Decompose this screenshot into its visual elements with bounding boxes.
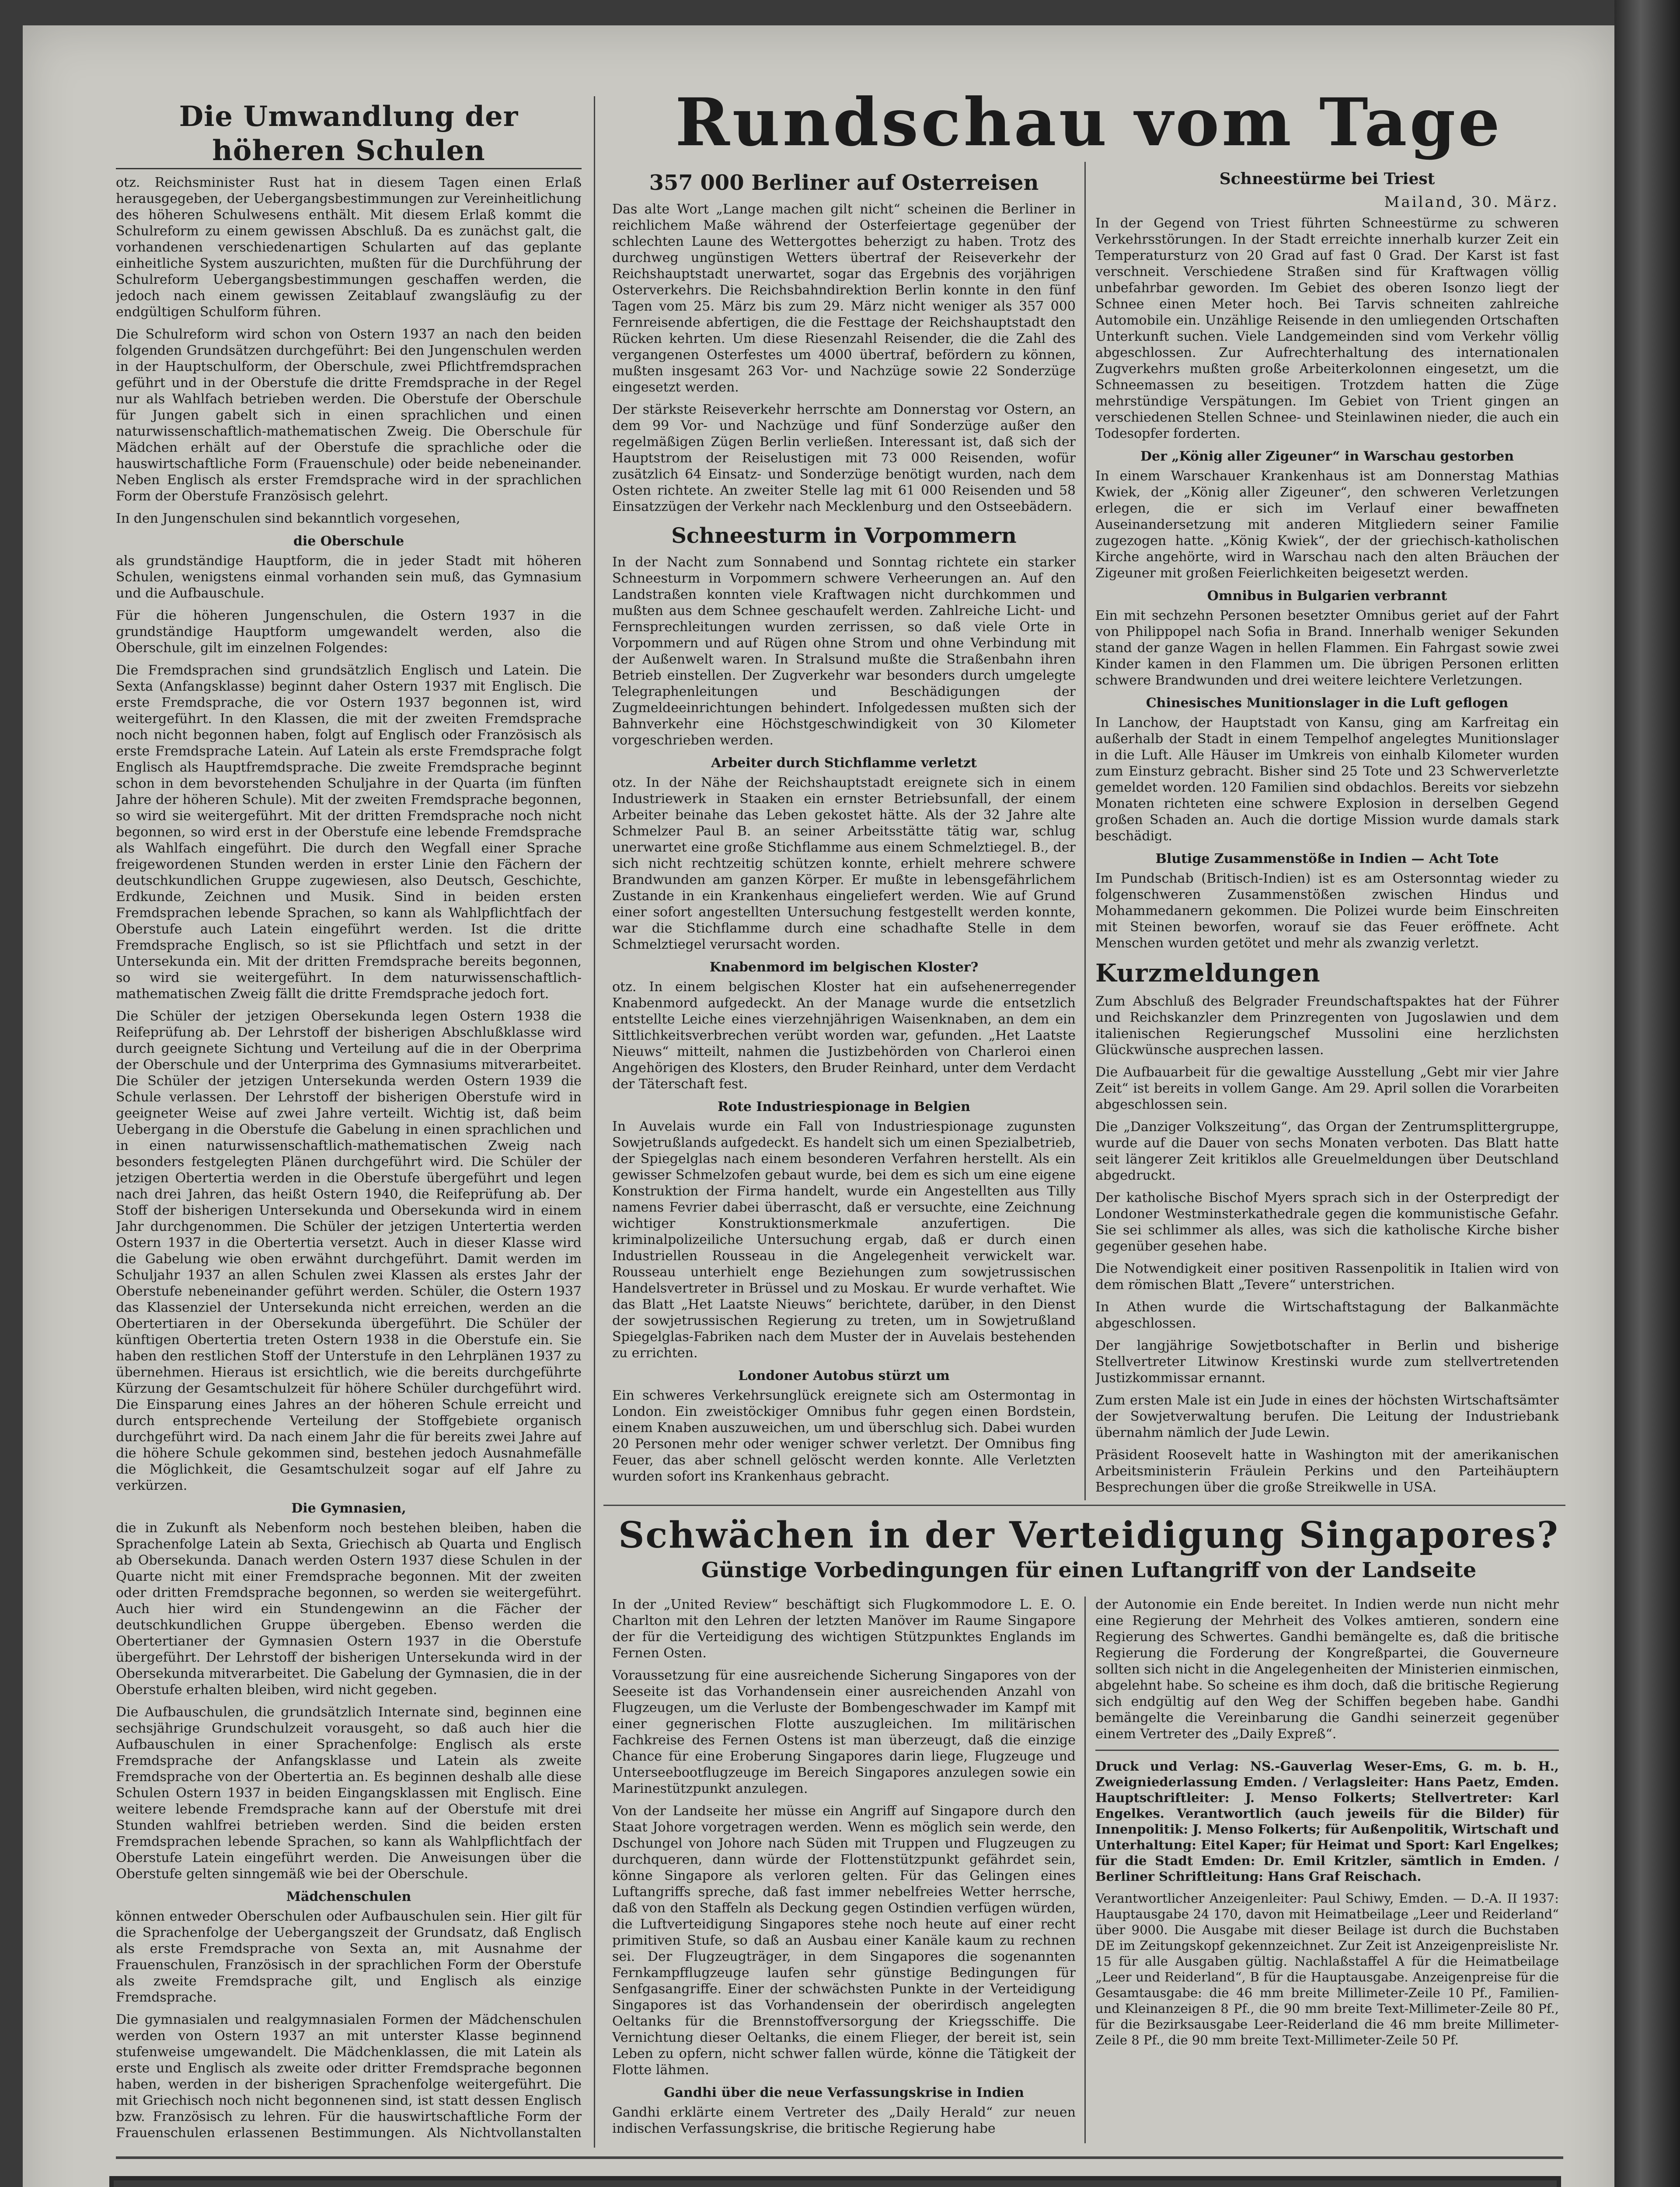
subheading: Die Gymnasien, [291, 1501, 406, 1516]
ad-rule [116, 2156, 1563, 2159]
imprint-publisher: Druck und Verlag: NS.-Gauverlag Weser-Ems, G. m. b. H., Zweigniederlassung Emden. / Verlagsleiter: Hans Paetz, Emden. Hauptschriftleiter: J. Menso Folkerts; Stellvertreter: Karl Engelkes. Verantwortlich (auch jeweils für die Bilder) für Innenpolitik: J. Menso Folkerts; für Außenpolitik, Wirtschaft und Unterhaltung: Eitel Kaper; für Heimat und Sport: Karl Engelkes; für die Stadt Emden: Dr. Emil Kritzler, sämtlich in Emden. / Berliner Schriftleitung: Hans Graf Reischach. [1095, 1759, 1559, 1884]
paragraph: In Lanchow, der Hauptstadt von Kansu, ging am Karfreitag ein außerhalb der Stadt in einem Tempelhof angelegtes Munitionslager in die Luft. Alle Häuser im Umkreis von einhalb Kilometer wurden zum Einsturz gebracht. Bisher sind 25 Tote und 23 Schwerverletzte gemeldet worden. 120 Familien sind obdachlos. Bereits vor siebzehn Monaten richteten eine schwere Explosion in derselben Gegend großen Schaden an. Auch die dortige Mission wurde damals stark beschädigt. [1095, 715, 1559, 844]
paragraph: In einem Warschauer Krankenhaus ist am Donnerstag Mathias Kwiek, der „König aller Zigeuner“, den schweren Verletzungen erlegen, die er sich im Verlauf einer bewaffneten Auseinandersetzung mit anderen Mitgliedern seiner Familie zugezogen hatte. „König Kwiek“, der der griechisch-katholischen Kirche angehörte, wird in Warschau nach den alten Bräuchen der Zigeuner mit großen Feierlichkeiten beigesetzt werden. [1095, 468, 1559, 581]
paragraph: der Autonomie ein Ende bereitet. In Indien werde nun nicht mehr eine Regierung der Mehrheit des Volkes amtieren, sondern eine Regierung des Schwertes. Gandhi bemängelte es, daß die britische Regierung die Forderung der Kongreßpartei, die Gouverneure sollten sich nicht in die Angelegenheiten der Ministerien einmischen, abgelehnt habe. So scheine es ihm doch, daß die britische Regierung sich endgültig auf den Weg der Schiffen begeben habe. Gandhi bemängelte die Vereinbarung die Gandhi seinerzeit gegenüber einem Vertreter des „Daily Expreß“. [1095, 1597, 1559, 1741]
column-rule [594, 96, 595, 2148]
paragraph: otz. Reichsminister Rust hat in diesem Tagen einen Erlaß herausgegeben, der Uebergangsbestimmungen zur Vereinheitlichung des höheren Schulwesens enthält. Mit diesem Erlaß kommt die Schulreform zu einem gewissen Abschluß. Da es zunächst galt, die vorhandenen verschiedenartigen Schularten auf das geplante einheitliche System auszurichten, mußten für die Durchführung der Schulreform Uebergangsbestimmungen geschaffen werden, die jedoch nach einem gewissen Zeitablauf zwangsläufig zu der endgültigen Schulform führen. [116, 175, 582, 320]
article-headline: Schneesturm in Vorpommern [671, 524, 1017, 548]
article-headline: Rote Industriespionage in Belgien [718, 1099, 970, 1114]
imprint [1095, 1758, 1559, 2143]
paragraph: Präsident Roosevelt hatte in Washington mit der amerikanischen Arbeitsministerin Fräulein Perkins und den Parteihäuptern Besprechungen über die große Streikwelle in USA. [1095, 1447, 1559, 1495]
paragraph: die in Zukunft als Nebenform noch bestehen bleiben, haben die Sprachenfolge Latein ab Sexta, Griechisch ab Quarta und Englisch ab Obersekunda. Danach werden Ostern 1937 diese Schulen in der Quarte nicht mit einer Fremdsprache begonnen. Mit der zweiten oder dritten Fremdsprache begonnen, so werden sie weitergeführt. Auch hier wird ein Stundengewinn an die Fächer der deutschkundlichen Gruppe übergeben. Ebenso werden die Obertertianer der Gymnasien Ostern 1937 in die Oberstufe übergeführt. Der Lehrstoff der bisherigen Untersekunda wird in der Obersekunda mitverarbeitet. Die Gabelung der Gymnasien, die in der Oberstufe erhalten bleiben, wird nicht gegeben. [116, 1520, 582, 1698]
paragraph: Die Schulreform wird schon von Ostern 1937 an nach den beiden folgenden Grundsätzen durchgeführt: Bei den Jungenschulen werden in der Hauptschulform, der Oberschule, zwei Pflichtfremdsprachen geführt und in der Oberstufe die dritte Fremdsprache in der Regel nur als Wahlfach betrieben werden. Die Oberstufe der Oberschule für Jungen gabelt sich in einen sprachlichen und einen naturwissenschaftlich-mathematischen Zweig. Die Oberschule für Mädchen erhält auf der Oberstufe die sprachliche oder die hauswirtschaftliche Form (Frauenschule) oder beide nebeneinander. Neben Englisch als erster Fremdsprache wird in der sprachlichen Form der Oberstufe Französisch gelehrt. [116, 327, 582, 504]
paragraph: otz. In einem belgischen Kloster hat ein aufsehenerregender Knabenmord aufgedeckt. An der Manage wurde die entsetzlich entstellte Leiche eines vierzehnjährigen Waisenknaben, an dem ein Sittlichkeitsverbrechen verübt worden war, gefunden. „Het Laatste Nieuws“ mitteilt, nahmen die Justizbehörden von Charleroi einen Angehörigen des Klosters, den Bruder Reinhard, unter dem Verdacht der Täterschaft fest. [612, 979, 1076, 1092]
book-binding [1614, 0, 1680, 2187]
paragraph: Zum ersten Male ist ein Jude in eines der höchsten Wirtschaftsämter der Sowjetverwaltung berufen. Die Leitung der Industriebank übernahm nämlich der Jude Lewin. [1095, 1393, 1559, 1440]
paragraph: Der langjährige Sowjetbotschafter in Berlin und bisherige Stellvertreter Litwinow Krestinski wurde zum stellvertretenden Justizkommissar ernannt. [1095, 1338, 1559, 1386]
paragraph: Voraussetzung für eine ausreichende Sicherung Singapores von der Seeseite ist das Vorhandensein einer ausreichenden Anzahl von Flugzeugen, um die Verluste der Bombengeschwader im Kampf mit einer gegnerischen Flotte auszugleichen. Im militärischen Fachkreise des Fernen Ostens ist man überzeugt, daß die einzige Chance für eine Eroberung Singapores darin liege, Flugzeuge und Unterseebootflugzeuge im Bereich Singapores anzulegen sowie ein Marinestützpunkt anzulegen. [612, 1668, 1076, 1796]
dateline: Mailand, 30. März. [1384, 193, 1559, 211]
singapore-headline: Schwächen in der Verteidigung Singapores? [618, 1514, 1559, 1556]
article-headline: Chinesisches Munitionslager in die Luft geflogen [1146, 695, 1509, 711]
paragraph: In der Gegend von Triest führten Schneestürme zu schweren Verkehrsstörungen. In der Stadt erreichte innerhalb kurzer Zeit ein Temperatursturz von 20 Grad auf fast 0 Grad. Der Karst ist fast verschneit. Verschiedene Straßen sind für Kraftwagen völlig unbefahrbar geworden. Im Gebiet des oberen Isonzo liegt der Schnee einen Meter hoch. Bei Tarvis schneiten zahlreiche Automobile ein. Unzählige Reisende in den umliegenden Ortschaften Unterkunft suchen. Viele Landgemeinden sind vom Verkehr völlig abgeschlossen. Zur Aufrechterhaltung des internationalen Zugverkehrs mußten große Arbeiterkolonnen eingesetzt, um die Schneemassen zu beseitigen. Trotzdem hatten die Züge mehrstündige Verspätungen. Im Gebiet von Trient gingen an verschiedenen Stellen Schnee- und Steinlawinen nieder, die auch ein Todesopfer forderten. [1095, 216, 1559, 441]
page-title: Rundschau vom Tage [675, 84, 1502, 161]
paragraph: In Auvelais wurde ein Fall von Industriespionage zugunsten Sowjetrußlands aufgedeckt. Es handelt sich um einen Spezialbetrieb, der Spiegelglas nach einem besonderen Verfahren herstellt. Als ein gewisser Schmelzofen gebaut wurde, bei dem es sich um eine eigene Konstruktion der Firma handelt, wurde ein Angestellten aus Tilly namens Fevrier dabei überrascht, daß er versuchte, eine Zeichnung wichtiger Konstruktionsmerkmale anzufertigen. Die kriminalpolizeiliche Untersuchung ergab, daß er durch einen Industriellen Rousseau in die Angelegenheit verwickelt war. Rousseau unterhielt enge Beziehungen zum sowjetrussischen Handelsvertreter in Brüssel und zu Moskau. Er wurde verhaftet. Wie das Blatt „Het Laatste Nieuws“ berichtete, darüber, in den Dienst der sowjetrussischen Regierung zu treten, um in Sowjetrußland Spiegelglas-Fabriken nach dem Muster der in Auvelais bestehenden zu errichten. [612, 1119, 1076, 1361]
paragraph: Das alte Wort „Lange machen gilt nicht“ scheinen die Berliner in reichlichem Maße während der Osterfeiertage gegenüber der schlechten Laune des Wettergottes beherzigt zu haben. Trotz des durchweg ungünstigen Wetters übertraf der Reiseverkehr der Reichshauptstadt unerwartet, sogar das Ergebnis des vorjährigen Osterverkehrs. Die Reichsbahndirektion Berlin konnte in den fünf Tagen vom 25. März bis zum 29. März nicht weniger als 357 000 Fernreisende abfertigen, die die Festtage der Reichshauptstadt den Rücken kehrten. Um diese Riesenzahl Reisender, die die Zahl des vergangenen Osterfestes um 4000 übertraf, befördern zu können, mußten insgesamt 263 Vor- und Nachzüge sowie 22 Sonderzüge eingesetzt werden. [612, 202, 1076, 395]
section-rule [603, 1505, 1565, 1506]
article-headline: 357 000 Berliner auf Osterreisen [649, 171, 1039, 195]
paragraph: Der katholische Bischof Myers sprach sich in der Osterpredigt der Londoner Westminsterkathedrale gegen die kommunistische Gefahr. Sie sei schlimmer als alles, was sich die katholische Kirche bisher gegenüber gesehen habe. [1095, 1190, 1559, 1254]
article-headline: Londoner Autobus stürzt um [738, 1368, 950, 1383]
paragraph: In der Nacht zum Sonnabend und Sonntag richtete ein starker Schneesturm in Vorpommern schwere Verheerungen an. Auf den Landstraßen konnten viele Kraftwagen nicht durchkommen und mußten aus dem Schnee geschaufelt werden. Zahlreiche Licht- und Fernsprechleitungen wurden zerrissen, so daß viele Orte in Vorpommern und auf Rügen ohne Strom und ohne Verbindung mit der Außenwelt waren. In Stralsund mußte die Straßenbahn ihren Betrieb einstellen. Der Zugverkehr war besonders durch umgelegte Telegraphenleitungen und Beschädigungen der Zugmeldeeinrichtungen behindert. Infolgedessen mußten sich der Bahnverkehr eine Höchstgeschwindigkeit von 30 Kilometer vorgeschrieben werden. [612, 555, 1076, 748]
paragraph: otz. In der Nähe der Reichshauptstadt ereignete sich in einem Industriewerk in Staaken ein ernster Betriebsunfall, der einem Arbeiter beinahe das Leben gekostet hätte. Als der 32 Jahre alte Schmelzer Paul B. an seiner Arbeitsstätte tätig war, schlug unerwartet eine große Stichflamme aus einem Schmelztiegel. B., der sich nicht rechtzeitig schützen konnte, erhielt mehrere schwere Brandwunden am ganzen Körper. Er mußte in lebensgefährlichem Zustande in ein Krankenhaus eingeliefert werden. Wie auf Grund einer sofort angestellten Untersuchung festgestellt werden konnte, war die Stichflamme durch eine schadhafte Stelle in dem Schmelztiegel verursacht worden. [612, 775, 1076, 952]
singapore-column-1 [612, 1597, 1076, 2143]
subheading: Mädchenschulen [286, 1889, 411, 1904]
column-rule [1084, 162, 1086, 1500]
paragraph: Die Aufbauschulen, die grundsätzlich Internate sind, beginnen eine sechsjährige Grundschulzeit vorausgeht, so daß auch hier die Aufbauschulen in einer Sprachenfolge: Englisch als erste Fremdsprache der Anfangsklasse und Latein als zweite Fremdsprache von der Obertertia an. Es beginnen deshalb alle diese Schulen Ostern 1937 in beiden Eingangsklassen mit Englisch. Eine weitere lebende Fremdsprache kann auf der Oberstufe mit drei Stunden wahlfrei betrieben werden. Sind die beiden ersten Fremdsprachen lebende Sprachen, so kann als Wahlpflichtfach der Oberstufe Latein eingeführt werden. Die Anweisungen über die Oberstufe gelten sinngemäß wie bei der Oberschule. [116, 1705, 582, 1882]
paragraph: Im Pundschab (Britisch-Indien) ist es am Ostersonntag wieder zu folgenschweren Zusammenstößen zwischen Hindus und Mohammedanern gekommen. Die Polizei wurde beim Einschreiten mit Steinen beworfen, worauf sie das Feuer eröffnete. Acht Menschen wurden getötet und mehr als zwanzig verletzt. [1095, 871, 1559, 951]
paragraph: Zum Abschluß des Belgrader Freundschaftspaktes hat der Führer und Reichskanzler dem Prinzregenten von Jugoslawien und dem italienischen Regierungschef Mussolini eine herzlichsten Glückwünsche ausprechen lassen. [1095, 994, 1559, 1058]
paragraph: Die Aufbauarbeit für die gewaltige Ausstellung „Gebt mir vier Jahre Zeit“ ist bereits in vollem Gange. Am 29. April sollen die Vorarbeiten abgeschlossen sein. [1095, 1065, 1559, 1112]
paragraph: als grundständige Hauptform, die in jeder Stadt mit höheren Schulen, wenigstens einmal vorhanden sein muß, das Gymnasium und die Aufbauschule. [116, 553, 582, 601]
paragraph: können entweder Oberschulen oder Aufbauschulen sein. Hier gilt für die Sprachenfolge der Uebergangszeit der Grundsatz, daß Englisch als erste Fremdsprache von Sexta an, mit Ausnahme der Frauenschulen, Französisch in der sprachlichen Form der Oberstufe als zweite Fremdsprache gilt, und Englisch als einzige Fremdsprache. [116, 1909, 582, 2005]
paragraph: Die Schüler der jetzigen Obersekunda legen Ostern 1938 die Reifeprüfung ab. Der Lehrstoff der bisherigen Abschlußklasse wird durch geeignete Sichtung und Verteilung auf die in der Oberprima der Oberschule und der Unterprima des Gymnasiums mitverarbeitet. Die Schüler der jetzigen Untersekunda werden Ostern 1939 die Schule verlassen. Der Lehrstoff der bisherigen Oberstufe wird in geeigneter Weise auf zwei Jahre verteilt. Wichtig ist, daß beim Uebergang in die Oberstufe die Gabelung in einen sprachlichen und in einen naturwissenschaftlich-mathematischen Zweig nach besonders festgelegten Plänen durchgeführt wird. Die Schüler der jetzigen Obertertia werden in die Oberstufe übergeführt und legen nach drei Jahren, das heißt Ostern 1940, die Reifeprüfung ab. Der Stoff der bisherigen Untersekunda und Obersekunda wird in einem Jahr durchgenommen. Die Schüler der jetzigen Untertertia werden Ostern 1937 in die Obertertia versetzt. Auch in dieser Klasse wird die Gabelung wie oben erwähnt durchgeführt. Damit werden im Schuljahr 1937 an allen Schulen zwei Klassen als erstes Jahr der Oberstufe nebeneinander geführt werden. Schüler, die Ostern 1937 das Klassenziel der Untersekunda nicht erreichen, werden an die Obertertiaren in der Obersekunda übergeführt. Die Schüler der künftigen Obertertia treten Ostern 1938 in die Oberstufe ein. Sie haben den restlichen Stoff der Unterstufe in den Lehrplänen 1937 zu übernehmen. Hieraus ist ersichtlich, wie die bereits durchgeführte Kürzung der Gesamtschulzeit für höhere Schüler durchgeführt wird. Die Einsparung eines Jahres an der höheren Schule erreicht und durch entsprechende Verteilung der Stoffgebiete organisch durchgeführt wird. Da nach einem Jahr die für bereits zwei Jahre auf die höhere Schule gekommen sind, bestehen jedoch Ausnahmefälle die Möglichkeit, die Gesamtschulzeit sogar auf elf Jahre zu verkürzen. [116, 1009, 582, 1493]
paragraph: Der stärkste Reiseverkehr herrschte am Donnerstag vor Ostern, an dem 99 Vor- und Nachzüge und fünf Sonderzüge außer den regelmäßigen Zügen Berlin verließen. Interessant ist, daß sich der Hauptstrom der Reiselustigen mit 73 000 Reisenden, wofür zusätzlich 64 Einsatz- und Sonderzüge benötigt wurden, nach dem Osten richtete. An zweiter Stelle lag mit 61 000 Reisenden und 58 Einsatzzügen der Verkehr nach Mecklenburg und den Ostseebädern. [612, 402, 1076, 514]
paragraph: Für die höheren Jungenschulen, die Ostern 1937 in die grundständige Hauptform umgewandelt werden, also die Oberschule, gilt im einzelnen Folgendes: [116, 608, 582, 656]
column-rule [1084, 1597, 1086, 2143]
paragraph: Von der Landseite her müsse ein Angriff auf Singapore durch den Staat Johore vorgetragen werden. Wenn es möglich sein werde, den Dschungel von Johore nach Süden mit Truppen und Flugzeugen zu durchqueren, dann würde der Flottenstützpunkt gefährdet sein, könne Singapore als verloren gelten. Für das Gelingen eines Luftangriffs spreche, daß fast immer nebelfreies Wetter herrsche, daß von den Staffeln als Deckung gegen Ostindien verfügen würden, die Luftverteidigung Singapores stehe noch heute auf einer recht primitiven Stufe, so daß an Ausbau einer Kanäle kaum zu rechnen sei. Der Flugzeugträger, in dem Singapores die sogenannten Fernkampfflugzeuge laufen sehr günstige Bedingungen für Senfgasangriffe. Einer der schwächsten Punkte in der Verteidigung Singapores ist das Vorhandensein der oberirdisch angelegten Oeltanks für die Brennstoffversorgung der Kriegsschiffe. Die Vernichtung dieser Oeltanks, die einem Flieger, der bereit ist, sein Leben zu opfern, nicht schwer fallen würde, könne die Tätigkeit der Flotte lähmen. [612, 1803, 1076, 2078]
paragraph: Die Notwendigkeit einer positiven Rassenpolitik in Italien wird von dem römischen Blatt „Tevere“ unterstrichen. [1095, 1261, 1559, 1293]
paragraph: In Athen wurde die Wirtschaftstagung der Balkanmächte abgeschlossen. [1095, 1300, 1559, 1331]
paragraph: Die Fremdsprachen sind grundsätzlich Englisch und Latein. Die Sexta (Anfangsklasse) beginnt daher Ostern 1937 mit Englisch. Die erste Fremdsprache, die vor Ostern 1937 begonnen ist, wird weitergeführt. In den Klassen, die mit der zweiten Fremdsprache noch nicht begonnen haben, folgt auf Englisch oder Französisch als erste Fremdsprache Latein. Auf Latein als erste Fremdsprache folgt Englisch als Hauptfremdsprache. Die zweite Fremdsprache beginnt schon in dem bevorstehenden Schuljahre in der Quarta (im fünften Jahre der höheren Schule). Mit der zweiten Fremdsprache begonnen, so wird sie weitergeführt. Mit der dritten Fremdsprache noch nicht begonnen, so wird erst in der Oberstufe eine lebende Fremdsprache als Wahlfach eingeführt. Die durch den Wegfall einer Sprache freigewordenen Stunden werden in erster Linie den Fächern der deutschkundlichen Gruppe zugewiesen, also Deutsch, Geschichte, Erdkunde, Zeichnen und Musik. Sind in beiden ersten Fremdsprachen lebende Sprachen, so kann als Wahlpflichtfach der Oberstufe auch Latein eingeführt werden. Ist die dritte Fremdsprache Englisch, so ist sie Pflichtfach und setzt in der Untersekunda ein. Mit der dritten Fremdsprache bereits begonnen, so wird sie weitergeführt. In dem naturwissenschaftlich-mathematischen Zweig fällt die dritte Fremdsprache jedoch fort. [116, 663, 582, 1002]
paragraph: Ein mit sechzehn Personen besetzter Omnibus geriet auf der Fahrt von Philippopel nach Sofia in Brand. Innerhalb weniger Sekunden stand der ganze Wagen in hellen Flammen. Ein Fahrgast sowie zwei Kinder kamen in den Flammen um. Die übrigen Personen erlitten schwere Brandwunden und drei weitere leichtere Verletzungen. [1095, 608, 1559, 688]
chlorodont-advertisement [109, 2176, 1561, 2187]
left-article-title: Die Umwandlung der höheren Schulen [116, 100, 582, 169]
subheading: die Oberschule [293, 534, 404, 549]
singapore-column-2 [1095, 1597, 1559, 1741]
article-headline: Der „König aller Zigeuner“ in Warschau gestorben [1140, 449, 1514, 464]
article-headline: Arbeiter durch Stichflamme verletzt [711, 755, 977, 771]
paragraph: In den Jungenschulen sind bekanntlich vorgesehen, [116, 511, 460, 526]
imprint-ads: Verantwortlicher Anzeigenleiter: Paul Schiwy, Emden. — D.-A. II 1937: Hauptausgabe 24 170, davon mit Heimatbeilage „Leer und Reiderland“ über 9000. Die Ausgabe mit dieser Beilage ist durch die Buchstaben DE im Zeitungskopf gekennzeichnet. Zur Zeit ist Anzeigenpreisliste Nr. 15 für alle Ausgaben gültig. Nachlaßstaffel A für die Heimatbeilage „Leer und Reiderland“, B für die Hauptausgabe. Anzeigenpreise für die Gesamtausgabe: die 46 mm breite Millimeter-Zeile 10 Pf., Familien- und Kleinanzeigen 8 Pf., die 90 mm breite Text-Millimeter-Zeile 80 Pf., für die Bezirksausgabe Leer-Reiderland die 46 mm breite Millimeter-Zeile 8 Pf., die 90 mm breite Text-Millimeter-Zeile 50 Pf. [1095, 1891, 1559, 2047]
paragraph: In der „United Review“ beschäftigt sich Flugkommodore L. E. O. Charlton mit den Lehren der letzten Manöver im Raume Singapore der für die Verteidigung des wichtigen Stützpunktes Englands im Fernen Osten. [612, 1597, 1076, 1661]
left-column [116, 100, 582, 2140]
short-news-heading: Kurzmeldungen [1095, 959, 1321, 988]
paragraph: Die „Danziger Volkszeitung“, das Organ der Zentrumsplittergruppe, wurde auf die Dauer von sechs Monaten verboten. Das Blatt hatte seit längerer Zeit kritiklos alle Greuelmeldungen über Deutschland abgedruckt. [1095, 1119, 1559, 1183]
right-column [1095, 162, 1559, 1500]
article-headline: Omnibus in Bulgarien verbrannt [1207, 588, 1447, 604]
middle-column [612, 162, 1076, 1500]
article-headline: Schneestürme bei Triest [1219, 170, 1435, 188]
paragraph: Gandhi erklärte einem Vertreter des „Daily Herald“ zur neuen indischen Verfassungskrise, die britische Regierung habe [612, 2105, 1076, 2136]
paragraph: Ein schweres Verkehrsunglück ereignete sich am Ostermontag in London. Ein zweistöckiger Omnibus fuhr gegen einen Bordstein, einem Knaben auszuweichen, um und überschlug sich. Dabei wurden 20 Personen mehr oder weniger schwer verletzt. Der Omnibus fing Feuer, das aber schnell gelöscht werden konnte. Alle Verletzten wurden sofort ins Krankenhaus gebracht. [612, 1388, 1076, 1484]
article-headline: Knabenmord im belgischen Kloster? [709, 960, 979, 975]
article-headline: Gandhi über die neue Verfassungskrise in Indien [664, 2085, 1024, 2100]
article-headline: Blutige Zusammenstöße in Indien — Acht Tote [1155, 851, 1499, 866]
paragraph: Die gymnasialen und realgymnasialen Formen der Mädchenschulen werden von Ostern 1937 an mit unterster Klasse beginnend stufenweise umgewandelt. Die Mädchenklassen, die mit Latein als erste und Englisch als zweite oder dritter Fremdsprache begonnen haben, werden in der bisherigen Sprachenfolge weitergeführt. Die mit Griechisch noch nicht begonnenen sind, ist statt dessen Englisch bzw. Französisch zu lehren. Für die hauswirtschaftliche Form der Frauenschulen erlassenen Bestimmungen. Als Nichtvollanstalten [116, 2012, 582, 2140]
singapore-subtitle: Günstige Vorbedingungen für einen Luftangriff von der Landseite [701, 1558, 1477, 1583]
section-rule [1095, 1750, 1559, 1751]
